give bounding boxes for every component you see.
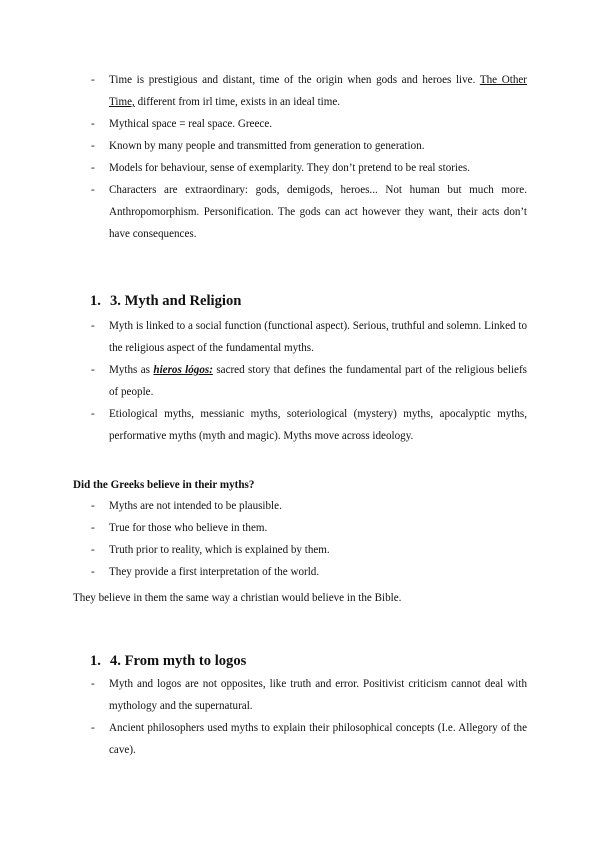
underlined-phrase: The Other Time, [109, 74, 527, 108]
list-item: - Known by many people and transmitted from generation to generation. [0, 135, 600, 157]
dash-marker: - [91, 678, 95, 690]
section-number: 1. [90, 293, 101, 309]
list-item: - Characters are extraordinary: gods, demigods, heroes... Not human but much more. Anthropomorphism. Personification. The gods can act however they want, their acts don’t have consequences. [0, 179, 600, 245]
section-heading-myth-logos [90, 651, 246, 671]
list-item: - Mythical space = real space. Greece. [0, 113, 600, 135]
dash-marker: - [91, 500, 95, 512]
dash-marker: - [91, 522, 95, 534]
list-item: - Ancient philosophers used myths to explain their philosophical concepts (I.e. Allegory of the cave). [0, 717, 600, 761]
myth-logos-list [0, 673, 600, 761]
greeks-belief-list [0, 495, 600, 583]
list-item: - Myth and logos are not opposites, like truth and error. Positivist criticism cannot deal with mythology and the supernatural. [0, 673, 600, 717]
dash-marker: - [91, 118, 95, 130]
dash-marker: - [91, 320, 95, 332]
list-item: - They provide a first interpretation of the world. [0, 561, 600, 583]
dash-marker: - [91, 74, 95, 86]
myth-characteristics-list [0, 69, 600, 245]
myth-religion-list [0, 315, 600, 447]
dash-marker: - [91, 184, 95, 196]
dash-marker: - [91, 140, 95, 152]
section-heading-myth-religion [90, 291, 241, 311]
section-title: 4. From myth to logos [110, 653, 247, 669]
list-item: - True for those who believe in them. [0, 517, 600, 539]
dash-marker: - [91, 162, 95, 174]
list-item: - Myths are not intended to be plausible. [0, 495, 600, 517]
dash-marker: - [91, 722, 95, 734]
dash-marker: - [91, 566, 95, 578]
dash-marker: - [91, 544, 95, 556]
greeks-belief-heading: Did the Greeks believe in their myths? [73, 479, 255, 491]
section-title: 3. Myth and Religion [110, 293, 242, 309]
dash-marker: - [91, 408, 95, 420]
list-item: - Time is prestigious and distant, time of the origin when gods and heroes live. The Other Time, different from irl time, exists in an ideal time. [0, 69, 600, 113]
list-item: - Truth prior to reality, which is explained by them. [0, 539, 600, 561]
list-item: - Myth is linked to a social function (functional aspect). Serious, truthful and solemn. Linked to the religious aspect of the fundamental myths. [0, 315, 600, 359]
dash-marker: - [91, 364, 95, 376]
list-item: - Models for behaviour, sense of exemplarity. They don’t pretend to be real stories. [0, 157, 600, 179]
list-item: - Etiological myths, messianic myths, soteriological (mystery) myths, apocalyptic myths, performative myths (myth and magic). Myths move across ideology. [0, 403, 600, 447]
greeks-closing-paragraph: They believe in them the same way a christian would believe in the Bible. [73, 592, 402, 604]
list-item: - Myths as hieros lógos: sacred story that defines the fundamental part of the religious beliefs of people. [0, 359, 600, 403]
emphasized-term: hieros lógos: [153, 364, 213, 376]
section-number: 1. [90, 653, 101, 669]
